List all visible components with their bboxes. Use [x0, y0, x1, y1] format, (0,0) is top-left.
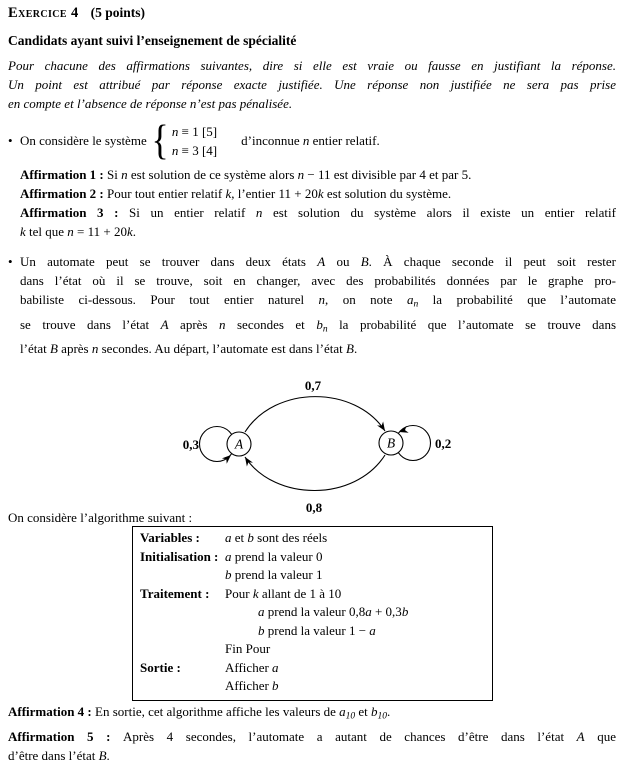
exercise-title: Exercice 4	[8, 5, 79, 21]
algorithm-box	[132, 526, 493, 701]
loop-a-label: 0,3	[182, 437, 199, 452]
system-equations	[172, 122, 217, 160]
text-line: Affirmation 3 : Si un entier relatif n est solution du système alors il existe un entier relatif	[20, 205, 616, 220]
text-line: Affirmation 5 : Après 4 secondes, l’automate a autant de chances d’être dans l’état A que	[8, 728, 616, 744]
edge-a-to-b	[245, 397, 385, 432]
system-item	[8, 118, 616, 164]
loop-b-label: 0,2	[435, 436, 452, 451]
text-line: Sortie : Afficher a	[140, 659, 279, 675]
automate-item	[8, 252, 616, 358]
text-line: Affirmation 1 : Si n est solution de ce système alors n − 11 est divisible par 4 et par 5.	[20, 167, 472, 182]
edge-top-label: 0,7	[304, 378, 322, 393]
affirmations-1-3	[20, 165, 616, 241]
edge-bottom-label: 0,8	[305, 500, 323, 515]
system-brace: {	[151, 118, 169, 164]
text-line: a prend la valeur 0,8a + 0,3b	[258, 604, 409, 619]
text-line: Traitement : Pour k allant de 1 à 10	[140, 585, 342, 601]
affirmations-4-5	[8, 702, 616, 762]
exercise-heading	[8, 4, 145, 22]
equation-2: n ≡ 3 [4]	[171, 143, 218, 158]
text-line: Affirmation 4 : En sortie, cet algorithme affiche les valeurs de a10 et b10.	[8, 704, 391, 722]
equation-1: n ≡ 1 [5]	[171, 124, 218, 139]
text-line: babiliste ci-dessous. Pour tout entier naturel n, on note an la probabilité que l’automate	[20, 292, 616, 310]
text-line: b prend la valeur 1 − a	[258, 622, 376, 638]
text-line: se trouve dans l’état A après n secondes et bn la probabilité que l’automate se trouve dans	[20, 316, 616, 334]
bullet-icon: •	[8, 133, 13, 148]
text-line: l’état B après n secondes. Au départ, l’automate est dans l’état B.	[20, 341, 358, 356]
state-b-label: B	[386, 435, 396, 451]
text-line: Un point est attribué par réponse exacte justifiée. Une réponse non justifiée ne sera pas prise	[8, 77, 616, 92]
text-line: dans l’état où il se trouve, soit en changer, avec des probabilités données par le graphe pro-	[20, 273, 616, 288]
exercise-points: (5 points)	[90, 5, 146, 20]
automate-paragraph	[20, 252, 616, 358]
text-line: d’être dans l’état B.	[8, 747, 110, 762]
text-line: en compte et l’absence de réponse n’est pas pénalisée.	[8, 96, 293, 111]
text-line: Fin Pour	[225, 641, 271, 656]
text-line: Initialisation : a prend la valeur 0	[140, 548, 323, 564]
subtitle: Candidats ayant suivi l’enseignement de spécialité	[8, 33, 297, 48]
text-line: Variables : a et b sont des réels	[140, 530, 328, 545]
system-lead: On considère le système	[20, 133, 147, 148]
text-line: Affirmation 2 : Pour tout entier relatif k, l’entier 11 + 20k est solution du système.	[20, 186, 452, 201]
intro-paragraph	[8, 56, 616, 113]
text-line: k tel que n = 11 + 20k.	[20, 224, 137, 239]
state-a-label: A	[234, 436, 244, 452]
text-line: Pour chacune des affirmations suivantes, dire si elle est vraie ou fausse en justifiant la réponse.	[8, 58, 616, 73]
system-tail: d’inconnue n entier relatif.	[241, 133, 380, 148]
probability-graph	[150, 375, 480, 515]
edge-b-to-a	[245, 455, 385, 491]
text-line: b prend la valeur 1	[225, 567, 323, 582]
bullet-icon: •	[8, 254, 13, 269]
text-line: Un automate peut se trouver dans deux états A ou B. À chaque seconde il peut soit rester	[20, 254, 617, 269]
text-line: Afficher b	[225, 678, 279, 693]
algorithm-intro: On considère l’algorithme suivant :	[8, 510, 193, 525]
